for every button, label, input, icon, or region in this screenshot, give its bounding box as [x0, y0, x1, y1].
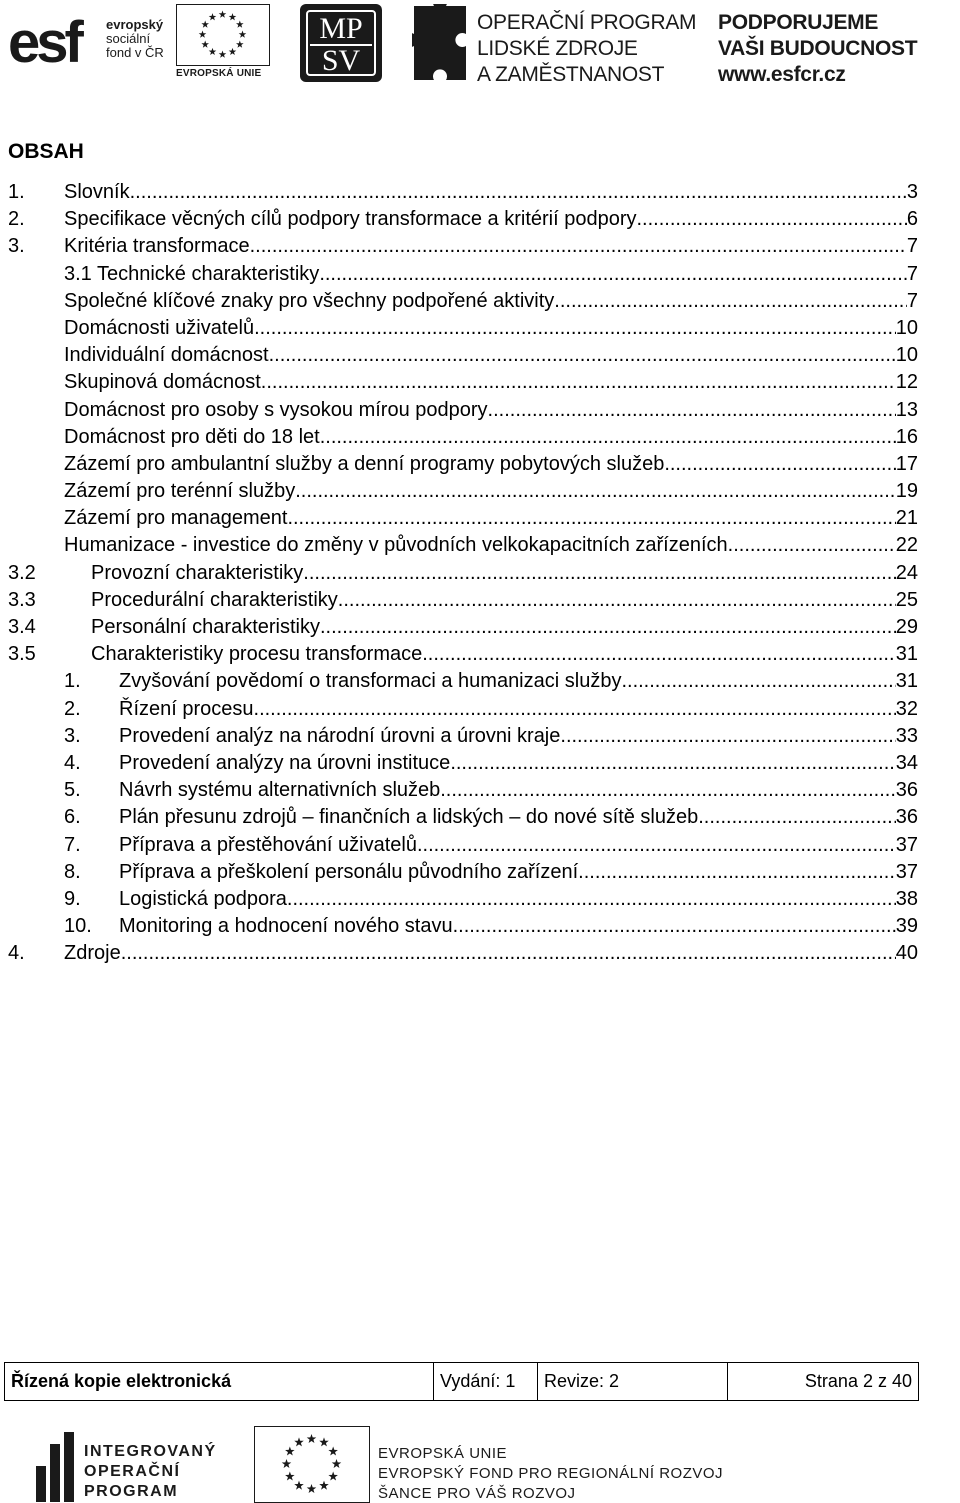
document-control-table	[4, 1362, 919, 1401]
eu-star	[199, 31, 207, 38]
eu-star	[239, 31, 247, 38]
toc-entry-title: Příprava a přeškolení personálu původního zařízení	[119, 860, 579, 883]
toc-leader-dots	[303, 560, 895, 587]
toc-entry-number: 2.	[8, 208, 25, 231]
eu-star	[229, 13, 237, 20]
toc-entry-number: 1.	[8, 181, 25, 203]
iop-line-1: INTEGROVANÝ	[84, 1443, 217, 1460]
toc-entry-title: Provedení analýz na národní úrovni a úrovni kraje	[119, 724, 561, 747]
toc-leader-dots	[254, 315, 896, 342]
toc-entry[interactable]	[8, 750, 918, 777]
toc-entry-number: 3.2	[8, 561, 36, 584]
esf-line-2: sociální	[106, 31, 151, 46]
toc-entry-title: Monitoring a hodnocení nového stavu	[119, 915, 453, 938]
toc-entry-number: 4.	[64, 751, 81, 774]
toc-entry-title: Specifikace věcných cílů podpory transformace a kritérií podpory	[64, 208, 637, 231]
esf-text	[106, 18, 164, 60]
footer-logos	[0, 1420, 960, 1503]
toc-entry[interactable]	[8, 560, 918, 587]
toc-entry-number: 4.	[8, 942, 25, 965]
toc-entry-title: Skupinová domácnost	[64, 371, 261, 394]
eu-star	[229, 48, 237, 55]
toc-entry-page: 24	[895, 561, 918, 584]
toc-leader-dots	[130, 179, 907, 206]
eu2-line-1: EVROPSKÁ UNIE	[378, 1445, 508, 1462]
iop-bars-icon	[36, 1432, 76, 1502]
toc-entry-page: 39	[895, 915, 918, 938]
toc-entry-title: Zvyšování povědomí o transformaci a humanizaci služby	[119, 670, 622, 693]
toc-entry-page: 31	[895, 670, 918, 693]
toc-entry-page: 34	[895, 751, 918, 774]
toc-entry[interactable]	[8, 315, 918, 342]
toc-entry[interactable]	[8, 342, 918, 369]
toc-entry[interactable]	[8, 641, 918, 668]
puzzle-icon	[412, 4, 468, 82]
toc-entry[interactable]	[8, 913, 918, 940]
toc-leader-dots	[704, 804, 896, 831]
toc-leader-dots	[269, 342, 896, 369]
page-number-cell: Strana 2 z 40	[728, 1363, 919, 1401]
toc-entry-page: 21	[895, 507, 918, 530]
toc-entry[interactable]	[8, 478, 918, 505]
eu-logo	[176, 4, 270, 82]
toc-entry-title: Zázemí pro terénní služby	[64, 480, 296, 503]
esf-line-1: evropský	[106, 17, 164, 32]
toc-entry-title: Kritéria transformace	[64, 235, 250, 258]
toc-entry-title: Příprava a přestěhování uživatelů	[119, 833, 417, 856]
toc-entry[interactable]	[8, 940, 918, 967]
toc-entry[interactable]	[8, 587, 918, 614]
toc-leader-dots	[287, 886, 896, 913]
toc-entry-title: Domácnosti uživatelů	[64, 316, 255, 339]
eu-star	[294, 1437, 304, 1446]
eu-star	[328, 1447, 338, 1456]
op-line-3: A ZAMĚSTNANOST	[477, 63, 665, 86]
mpsv-bottom: SV	[321, 44, 361, 77]
toc-leader-dots	[637, 206, 907, 233]
toc-entry-title: Řízení procesu	[119, 697, 254, 720]
toc-entry-title: Provedení analýzy na úrovni instituce	[119, 751, 451, 774]
toc-entry-page: 33	[895, 724, 918, 747]
toc-leader-dots	[664, 451, 895, 478]
toc-leader-dots	[121, 940, 896, 967]
eu-star	[285, 1472, 295, 1481]
toc-entry-page: 3	[906, 181, 918, 203]
toc-entry[interactable]	[8, 288, 918, 315]
toc-entry-title: Slovník	[64, 181, 130, 203]
toc-entry-page: 38	[895, 887, 918, 910]
eu-star	[307, 1484, 317, 1493]
eu-star	[319, 1437, 329, 1446]
toc-entry-number: 5.	[64, 779, 81, 802]
toc-leader-dots	[320, 424, 896, 451]
toc-entry-page: 29	[895, 616, 918, 638]
toc-leader-dots	[422, 641, 896, 668]
eu-star	[282, 1459, 292, 1468]
eu-star	[201, 21, 209, 28]
toc-entry-title: Charakteristiky procesu transformace	[91, 643, 423, 666]
op-line-2: LIDSKÉ ZDROJE	[477, 37, 638, 60]
esf-line-3: fond v ČR	[106, 45, 164, 60]
eu-star	[209, 13, 217, 20]
toc-entry[interactable]	[8, 451, 918, 478]
toc-leader-dots	[450, 750, 895, 777]
toc-entry[interactable]	[8, 614, 918, 641]
toc-entry-number: 3.	[64, 724, 81, 747]
iop-line-3: PROGRAM	[84, 1483, 179, 1500]
toc-leader-dots	[560, 723, 895, 750]
eu2-line-3: ŠANCE PRO VÁŠ ROZVOJ	[378, 1485, 576, 1502]
toc-entry-page: 7	[906, 289, 918, 312]
toc-entry[interactable]	[8, 832, 918, 859]
toc-entry-title: Domácnost pro děti do 18 let	[64, 425, 320, 448]
toc-entry-title: Humanizace - investice do změny v původních velkokapacitních zařízeních	[64, 534, 728, 557]
toc-entry[interactable]	[8, 261, 918, 288]
eu-star	[219, 11, 227, 18]
toc-leader-dots	[320, 614, 896, 641]
op-line-1: OPERAČNÍ PROGRAM	[477, 11, 697, 34]
toc-entry-page: 40	[895, 942, 918, 965]
toc-entry[interactable]	[8, 369, 918, 396]
toc-entry[interactable]	[8, 206, 918, 233]
toc-entry-page: 13	[895, 398, 918, 421]
toc-entry-page: 17	[895, 452, 918, 475]
eu-flag-icon	[176, 4, 270, 66]
toc-entry-page: 19	[895, 480, 918, 503]
eu-star	[285, 1447, 295, 1456]
eu-star	[307, 1434, 317, 1443]
toc-entry-page: 10	[895, 344, 918, 367]
toc-entry-title: Návrh systému alternativních služeb	[119, 779, 441, 802]
toc-entry-title: Personální charakteristiky	[91, 616, 320, 638]
support-url: www.esfcr.cz	[718, 63, 846, 86]
esf-mark: esf	[8, 10, 80, 75]
mpsv-top: MP	[319, 12, 363, 45]
toc-entry-page: 36	[895, 779, 918, 802]
toc-entry-page: 6	[906, 208, 918, 231]
edition-cell: Vydání: 1	[434, 1363, 538, 1401]
toc-entry-title: Logistická podpora	[119, 887, 287, 910]
eu-star	[332, 1459, 342, 1468]
iop-text	[84, 1442, 217, 1502]
toc-entry-page: 36	[895, 806, 918, 829]
header-logos	[0, 0, 960, 90]
eu-star	[328, 1472, 338, 1481]
toc-entry-page: 10	[895, 316, 918, 339]
toc-leader-dots	[261, 369, 896, 396]
toc-entry-title: Zázemí pro management	[64, 507, 288, 530]
controlled-copy-cell: Řízená kopie elektronická	[5, 1363, 434, 1401]
toc-leader-dots	[621, 668, 895, 695]
toc-entry-title: Zázemí pro ambulantní služby a denní programy pobytových služeb	[64, 452, 665, 475]
toc-leader-dots	[554, 288, 907, 315]
eu-star	[201, 41, 209, 48]
toc-entry[interactable]	[8, 777, 918, 804]
toc-leader-dots	[319, 261, 907, 288]
table-of-contents	[8, 179, 918, 967]
toc-entry-number: 3.	[8, 235, 25, 258]
eu-star	[219, 51, 227, 58]
toc-entry-number: 3.5	[8, 643, 36, 666]
toc-entry-title: Společné klíčové znaky pro všechny podpořené aktivity	[64, 289, 555, 312]
toc-entry[interactable]	[8, 804, 918, 831]
eu2-line-2: EVROPSKÝ FOND PRO REGIONÁLNÍ ROZVOJ	[378, 1465, 724, 1482]
toc-entry-page: 25	[895, 588, 918, 611]
toc-entry-number: 2.	[64, 697, 81, 720]
toc-entry-title: Provozní charakteristiky	[91, 561, 304, 584]
eu-erdf-text	[378, 1444, 723, 1503]
toc-entry-page: 7	[906, 235, 918, 258]
support-line-1: PODPORUJEME	[718, 11, 879, 34]
toc-entry[interactable]	[8, 668, 918, 695]
op-program-text	[477, 10, 696, 88]
toc-entry[interactable]	[8, 859, 918, 886]
toc-leader-dots	[250, 233, 907, 260]
toc-entry[interactable]	[8, 424, 918, 451]
toc-entry[interactable]	[8, 532, 918, 559]
toc-leader-dots	[254, 696, 896, 723]
eu-star	[294, 1481, 304, 1490]
support-line-2: VAŠI BUDOUCNOST	[718, 37, 918, 60]
toc-entry-number: 1.	[64, 670, 81, 693]
toc-entry-page: 22	[895, 534, 918, 557]
iop-line-2: OPERAČNÍ	[84, 1463, 181, 1480]
eu-label: EVROPSKÁ UNIE	[176, 68, 262, 79]
eu-flag-icon	[254, 1426, 370, 1503]
toc-entry-title: Domácnost pro osoby s vysokou mírou podpory	[64, 398, 488, 421]
toc-leader-dots	[453, 913, 896, 940]
toc-entry[interactable]	[8, 233, 918, 260]
toc-leader-dots	[488, 397, 896, 424]
toc-leader-dots	[417, 832, 896, 859]
toc-entry-page: 37	[895, 860, 918, 883]
toc-entry-number: 9.	[64, 887, 81, 910]
revision-cell: Revize: 2	[538, 1363, 728, 1401]
toc-entry-page: 37	[895, 833, 918, 856]
toc-leader-dots	[578, 859, 896, 886]
toc-entry-number: 6.	[64, 806, 81, 829]
toc-entry-number: 3.3	[8, 588, 36, 611]
toc-leader-dots	[338, 587, 896, 614]
toc-entry-number: 7.	[64, 833, 81, 856]
toc-leader-dots	[287, 505, 895, 532]
toc-entry-number: 10.	[64, 915, 92, 938]
toc-entry-page: 12	[895, 371, 918, 394]
toc-entry-number: 8.	[64, 860, 81, 883]
toc-entry[interactable]	[8, 886, 918, 913]
toc-leader-dots	[728, 532, 896, 559]
toc-entry[interactable]	[8, 505, 918, 532]
toc-heading: OBSAH	[8, 140, 84, 163]
mpsv-logo	[300, 4, 382, 82]
toc-entry[interactable]	[8, 179, 918, 206]
eu-star	[209, 48, 217, 55]
toc-entry[interactable]	[8, 723, 918, 750]
toc-entry[interactable]	[8, 696, 918, 723]
toc-entry-title: 3.1 Technické charakteristiky	[64, 262, 320, 285]
toc-leader-dots	[440, 777, 896, 804]
support-text	[718, 10, 917, 88]
toc-entry-page: 31	[895, 643, 918, 666]
toc-entry-page: 32	[895, 697, 918, 720]
toc-entry-title: Plán přesunu zdrojů – finančních a lidských – do nové sítě služeb.	[119, 806, 704, 829]
eu-star	[236, 41, 244, 48]
eu-star	[236, 21, 244, 28]
toc-entry-title: Zdroje	[64, 942, 121, 965]
toc-entry-title: Individuální domácnost	[64, 344, 269, 367]
toc-entry-title: Procedurální charakteristiky	[91, 588, 338, 611]
esf-logo	[8, 4, 173, 84]
toc-entry-number: 3.4	[8, 616, 36, 638]
toc-entry-page: 16	[895, 425, 918, 448]
toc-leader-dots	[295, 478, 896, 505]
toc-entry[interactable]	[8, 397, 918, 424]
eu-star	[319, 1481, 329, 1490]
toc-entry-page: 7	[906, 262, 918, 285]
